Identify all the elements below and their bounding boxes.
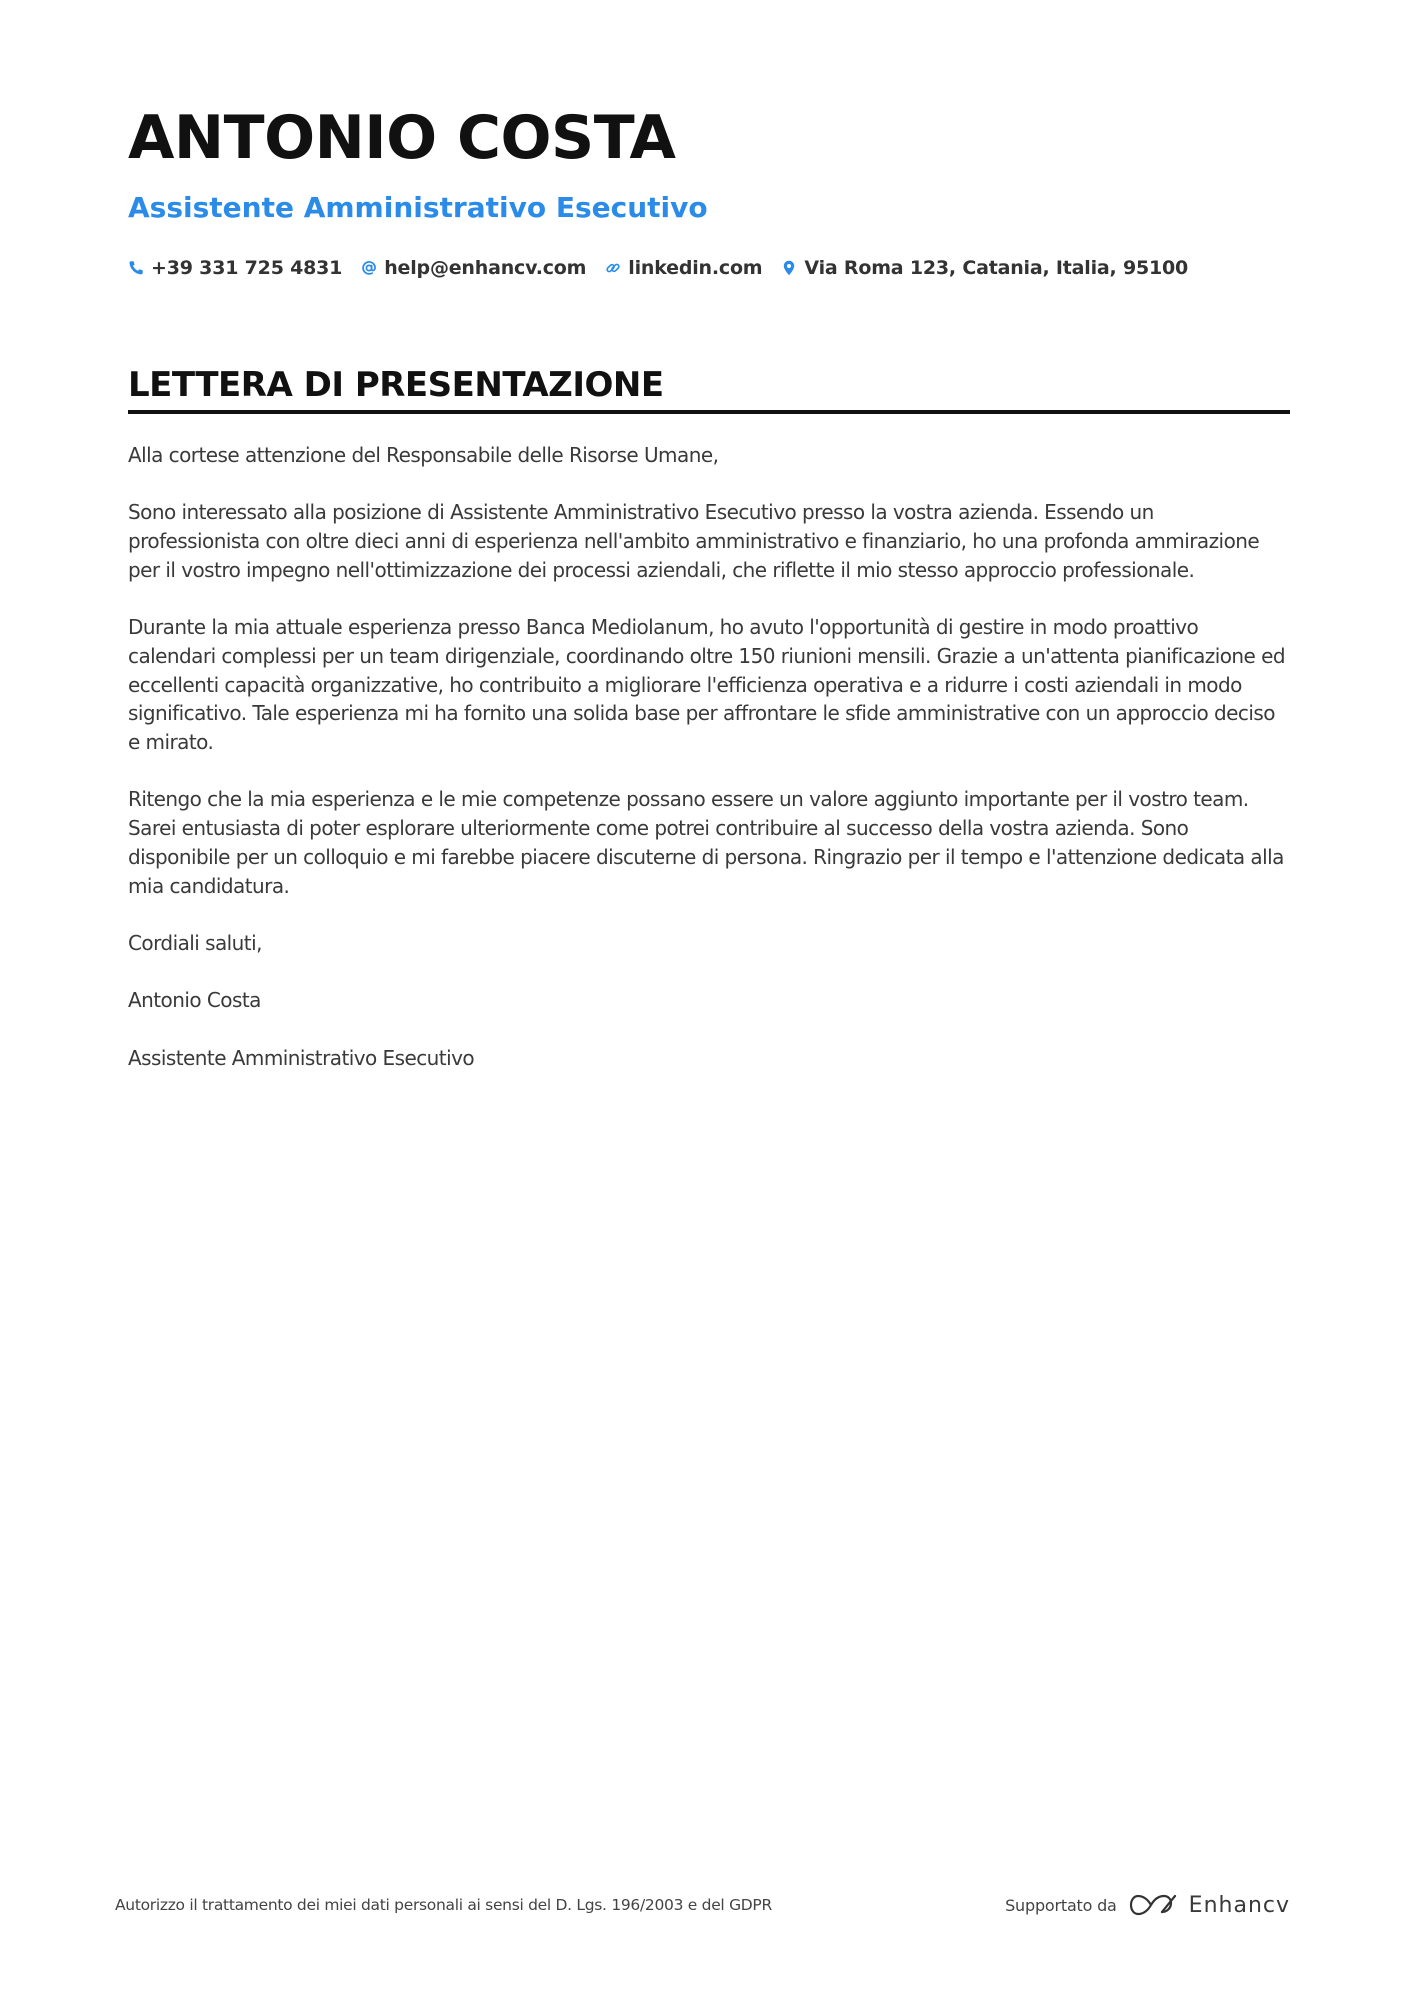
contact-linkedin-text[interactable]: linkedin.com <box>628 257 763 279</box>
letter-body <box>128 441 1290 1101</box>
letter-paragraph: Sono interessato alla posizione di Assistente Amministrativo Esecutivo presso la vostra azienda. Essendo un professionista con oltre dieci anni di esperienza nell'ambito amministrativo e finanziario, ho una profonda ammirazione per il vostro impegno nell'ottimizzazione dei processi aziendali, che riflette il mio stesso approccio professionale. <box>128 500 1260 582</box>
at-icon <box>361 260 377 276</box>
brand-name: Enhancv <box>1188 1892 1290 1918</box>
letter-paragraph: Ritengo che la mia esperienza e le mie competenze possano essere un valore aggiunto importante per il vostro team. Sarei entusiasta di poter esplorare ulteriormente come potrei contribuire al successo della vostra azienda. Sono disponibile per un colloquio e mi farebbe piacere discuterne di persona. Ringrazio per il tempo e l'attenzione dedicata alla mia candidatura. <box>128 787 1284 898</box>
phone-icon <box>128 260 144 276</box>
candidate-job-title: Assistente Amministrativo Esecutivo <box>128 191 708 224</box>
contact-linkedin <box>605 257 762 279</box>
contact-email-text[interactable]: help@enhancv.com <box>384 257 587 279</box>
contact-phone-text[interactable]: +39 331 725 4831 <box>151 257 343 279</box>
contact-email <box>361 257 586 279</box>
candidate-name: ANTONIO COSTA <box>128 103 676 173</box>
contact-info-row <box>128 255 1207 281</box>
contact-phone <box>128 257 342 279</box>
enhancv-logo-icon <box>1129 1892 1177 1918</box>
supported-by-label: Supportato da <box>1005 1895 1117 1915</box>
letter-closing: Cordiali saluti, <box>128 930 262 955</box>
contact-address <box>781 257 1188 279</box>
letter-paragraph: Durante la mia attuale esperienza presso Banca Mediolanum, ho avuto l'opportunità di gestire in modo proattivo calendari complessi per un team dirigenziale, coordinando oltre 150 riunioni mensili. Grazie a un'attenta pianificazione ed eccellenti capacità organizzative, ho contribuito a migliorare l'efficienza operativa e a ridurre i costi aziendali in modo significativo. Tale esperienza mi ha fornito una solida base per affrontare le sfide amministrative con un approccio deciso e mirato. <box>128 615 1286 754</box>
link-icon <box>605 260 621 276</box>
privacy-note: Autorizzo il trattamento dei miei dati personali ai sensi del D. Lgs. 196/2003 e del GDPR <box>115 1896 772 1914</box>
signature-name: Antonio Costa <box>128 988 261 1013</box>
supported-by[interactable] <box>1005 1888 1290 1922</box>
location-pin-icon <box>781 260 797 276</box>
contact-address-text: Via Roma 123, Catania, Italia, 95100 <box>804 257 1189 279</box>
section-heading: LETTERA DI PRESENTAZIONE <box>128 365 664 405</box>
signature-title: Assistente Amministrativo Esecutivo <box>128 1045 475 1070</box>
letter-greeting: Alla cortese attenzione del Responsabile delle Risorse Umane, <box>128 443 719 467</box>
section-divider <box>128 410 1290 414</box>
